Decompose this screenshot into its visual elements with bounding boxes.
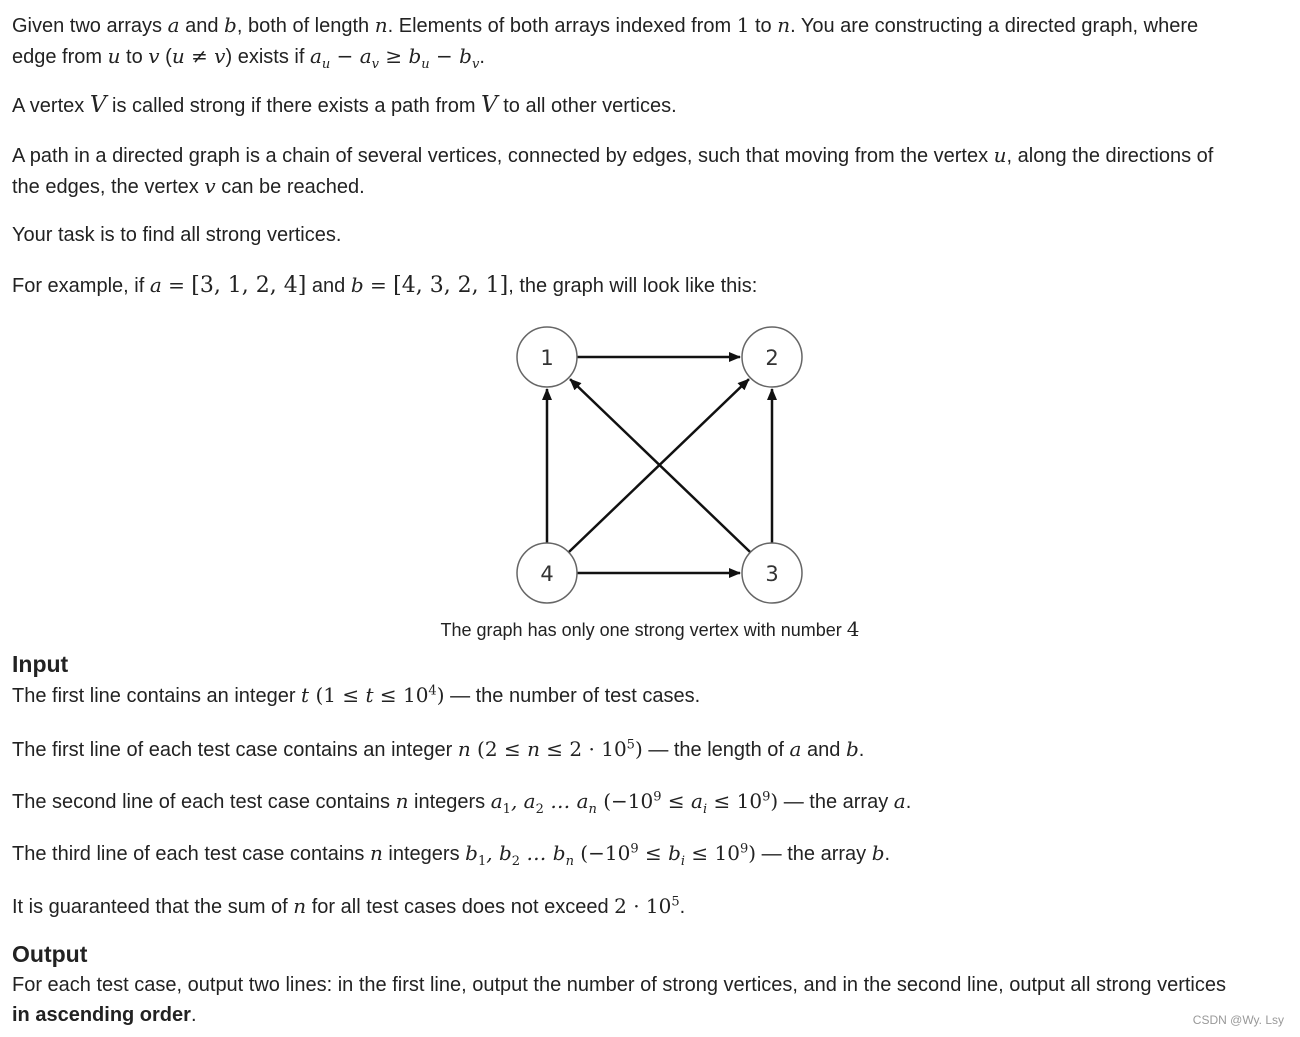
figure-caption: The graph has only one strong vertex with number 4 [440, 617, 860, 641]
paragraph-definition: Given two arrays a and b, both of length n. Elements of both arrays indexed from 1 to n. You are constructing a directed graph, where edge from u to v (u ≠ v) exists if $a_u - a_v \ge b_u - b_v$. [12, 13, 1199, 72]
example-graph [505, 320, 815, 620]
watermark: CSDN @Wy. Lsy [1192, 1013, 1284, 1027]
input-guarantee: It is guaranteed that the sum of n for all test cases does not exceed $2 \cdot 10^5$. [12, 894, 686, 918]
input-line-t: The first line contains an integer t $(1 \le t \le 10^4)$ — the number of test cases. [12, 683, 701, 707]
output-text: For each test case, output two lines: in the first line, output the number of strong vertices, and in the second line, output all strong vertices in ascending order. [12, 974, 1226, 1026]
paragraph-strong-vertex: A vertex V is called strong if there exists a path from V to all other vertices. [12, 92, 677, 118]
paragraph-path: A path in a directed graph is a chain of several vertices, connected by edges, such that moving from the vertex u, along the directions of the edges, the vertex v can be reached. [12, 143, 1214, 198]
input-line-n: The first line of each test case contains an integer n $(2 \le n \le 2 \cdot 10^5)$ — the length of a and b. [12, 737, 865, 761]
input-section [12, 650, 1290, 922]
output-section [12, 940, 1290, 1030]
graph-node-1 [517, 327, 577, 387]
output-heading: Output [12, 941, 88, 967]
graph-node-label: 2 [765, 346, 779, 370]
graph-node-4 [517, 543, 577, 603]
graph-node-label: 4 [540, 562, 554, 586]
paragraph-task: Your task is to find all strong vertices. [12, 224, 342, 246]
input-line-a: The second line of each test case contains n integers $a_1$, $a_2$ … $a_n$ $(-10^9 \le a_i \le 10^9)$ — the array a. [12, 789, 912, 817]
input-line-b: The third line of each test case contains n integers $b_1$, $b_2$ … $b_n$ $(-10^9 \le b_i \le 10^9)$ — the array b. [12, 841, 891, 869]
graph-node-2 [742, 327, 802, 387]
input-heading: Input [12, 651, 69, 677]
graph-node-3 [742, 543, 802, 603]
paragraph-example: For example, if a = [3, 1, 2, 4] and b = [4, 3, 2, 1], the graph will look like this: [12, 273, 758, 298]
graph-node-label: 1 [540, 346, 554, 370]
graph-node-label: 3 [765, 562, 779, 586]
